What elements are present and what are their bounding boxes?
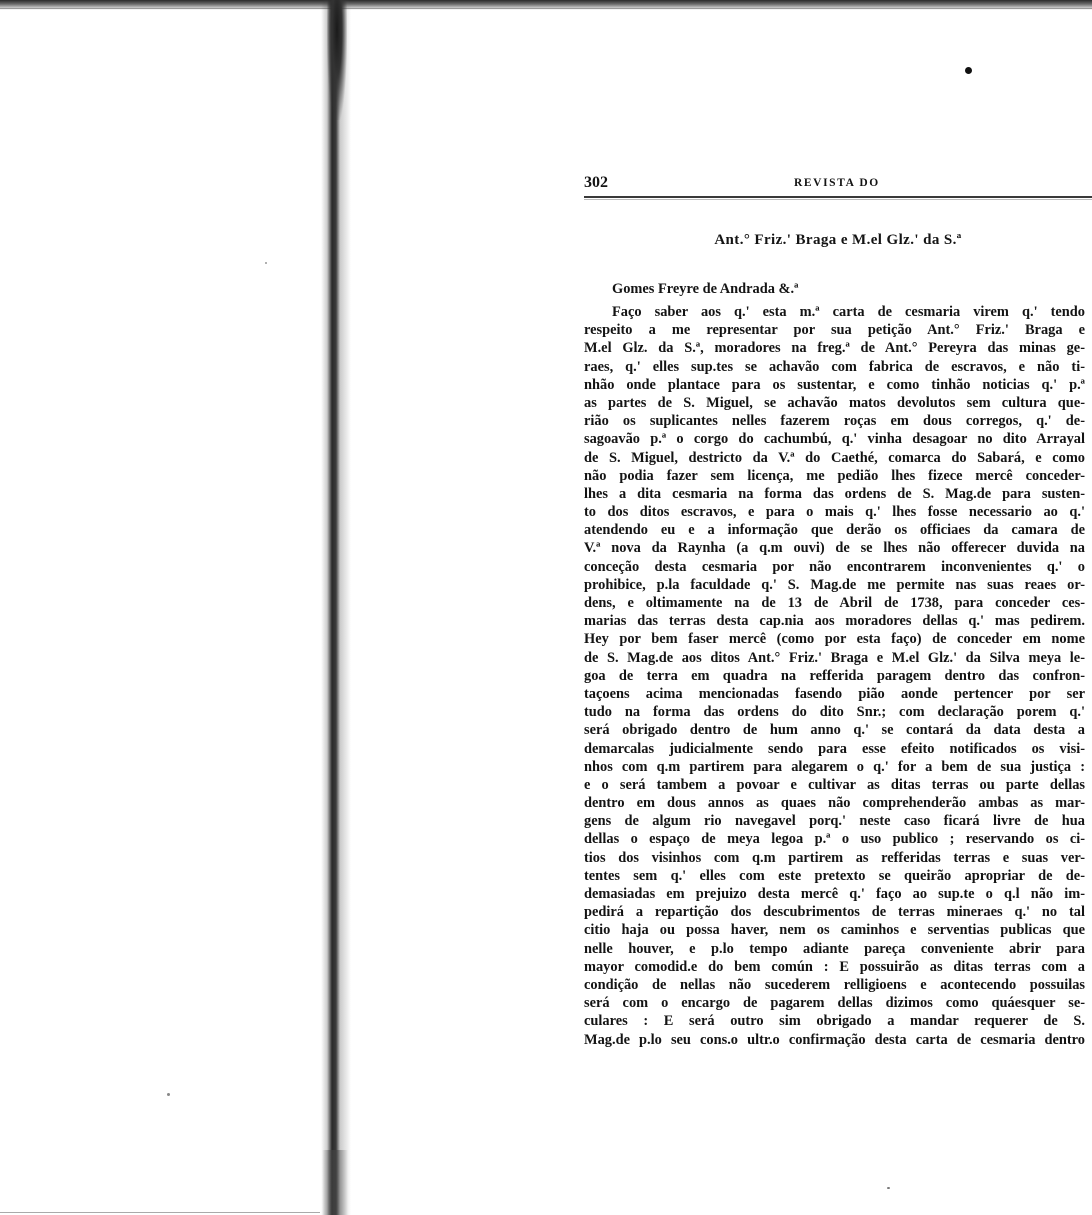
text-line: será obrigado dentro de hum anno q.' se contará da data desta a: [584, 722, 1085, 739]
speck-mark: [167, 1093, 170, 1096]
text-line: demarcalas judicialmente sendo para esse efeito notificados os visi-: [584, 740, 1085, 757]
text-line: goa de terra em quadra na refferida paragem dentro das confron-: [584, 667, 1085, 684]
running-head: REVISTA DO: [794, 177, 880, 189]
text-line: lhes a dita cesmaria na forma das ordens de S. Mag.de para susten-: [584, 485, 1085, 502]
header-rule-thin: [584, 199, 1092, 200]
text-line: prohibice, p.la faculdade q.' S. Mag.de me permite nas suas reaes or-: [584, 576, 1085, 593]
text-line: dellas o espaço de meya legoa p.ª o uso publico ; reservando os ci-: [584, 831, 1085, 848]
text-line: dens, e oltimamente na de 13 de Abril de 1738, para conceder ces-: [584, 595, 1085, 611]
text-line: Hey por bem faser mercê (como por esta faço) de conceder em nome: [584, 631, 1085, 648]
page-header: [584, 174, 1092, 194]
page-top-line: [0, 8, 1092, 9]
text-line: culares : E será outro sim obrigado a mandar requerer de S.: [584, 1013, 1085, 1030]
text-line: M.el Glz. da S.ª, moradores na freg.ª de Ant.° Pereyra das minas ge-: [584, 340, 1085, 357]
text-line: nhão onde plantace para os sustentar, e como tinhão noticias q.' p.ª: [584, 376, 1085, 393]
speck-mark: [887, 1187, 890, 1189]
text-line: raes, q.' elles sup.tes se achavão com fabrica de escravos, e não ti-: [584, 358, 1085, 375]
text-line: as partes de S. Miguel, se achavão matos devolutos sem cultura que-: [584, 394, 1085, 411]
speck-mark: [265, 262, 267, 264]
text-line: pedirá a repartição dos descubrimentos de terras mineraes q.' no tal: [584, 904, 1085, 921]
document-title: Ant.° Friz.' Braga e M.el Glz.' da S.ª: [714, 232, 962, 248]
text-line: mayor comodid.e do bem común : E possuirão as ditas terras com a: [584, 958, 1085, 975]
text-line: Mag.de p.lo seu cons.o ultr.o confirmação desta carta de cesmaria dentro: [584, 1031, 1085, 1048]
text-line: citio haja ou possa haver, nem os caminhos e serventias publicas que: [584, 922, 1085, 939]
spine-shadow-bottom: [322, 1150, 348, 1215]
text-line: nelle houver, e p.lo tempo adiante pareça conveniente abrir para: [584, 940, 1085, 957]
text-line: rião os suplicantes nelles fazerem roças em dous corregos, q.' de-: [584, 413, 1085, 430]
text-line: e o será tambem a povoar e cultivar as ditas terras ou parte dellas: [584, 776, 1085, 793]
document-opening: Gomes Freyre de Andrada &.ª: [612, 281, 799, 297]
text-line: demasiadas em prejuizo desta mercê q.' faço ao sup.te o q.l não im-: [584, 886, 1085, 902]
text-line: nhos com q.m partirem para alegarem o q.' for a bem de sua justiça :: [584, 758, 1085, 775]
text-line: atendendo eu e a informação que derão os officiaes da camara de: [584, 522, 1085, 539]
text-line: V.ª nova da Raynha (a q.m ouvi) de se lhes não offerecer duvida na: [584, 540, 1085, 557]
text-line: conceção desta cesmaria por não encontrarem inconvenientes q.' o: [584, 558, 1085, 575]
document-body: [584, 303, 1085, 1049]
text-line: Faço saber aos q.' esta m.ª carta de cesmaria virem q.' tendo: [612, 304, 1085, 320]
header-rule: [584, 196, 1092, 198]
text-line: condição de nellas não sucederem relligioens e acontecendo possuilas: [584, 976, 1085, 993]
text-line: será com o encargo de pagarem dellas dizimos como quáesquer se-: [584, 995, 1085, 1012]
left-page-edge-mark: [0, 1212, 320, 1213]
page-number: 302: [584, 174, 608, 191]
text-line: de S. Mag.de aos ditos Ant.° Friz.' Braga e M.el Glz.' da Silva meya le-: [584, 649, 1085, 666]
text-line: de S. Miguel, destricto da V.ª do Caethé, comarca do Sabará, e como: [584, 449, 1085, 466]
text-line: marias das terras desta cap.nia aos moradores dellas q.' mas pedirem.: [584, 613, 1085, 630]
text-line: taçoens acima mencionadas fasendo pião aonde pertencer por ser: [584, 685, 1085, 702]
text-line: tentes sem q.' elles com este pretexto se queirão apropriar de de-: [584, 867, 1085, 884]
spine-ink-blot: [327, 0, 347, 120]
book-spine-gutter: [321, 0, 351, 1215]
text-line: tios dos visinhos com q.m partirem as refferidas terras e suas ver-: [584, 849, 1085, 866]
text-line: to dos ditos escravos, e para o mais q.' lhes fosse necessario ao q.': [584, 504, 1085, 521]
text-line: não podia fazer sem licença, me pedião lhes fizece mercê conceder-: [584, 467, 1085, 484]
text-line: sagoavão p.ª o corgo do cachumbú, q.' vinha desagoar no dito Arrayal: [584, 431, 1085, 448]
text-line: gens de algum rio navegavel porq.' neste caso ficará livre de hua: [584, 813, 1085, 830]
speck-mark: [965, 67, 972, 74]
text-line: tudo na forma das ordens do dito Snr.; com declaração porem q.': [584, 704, 1085, 721]
text-line: dentro em dous annos as quaes não comprehenderão ambas as mar-: [584, 795, 1085, 812]
text-line: respeito a me representar por sua petição Ant.° Friz.' Braga e: [584, 322, 1085, 339]
